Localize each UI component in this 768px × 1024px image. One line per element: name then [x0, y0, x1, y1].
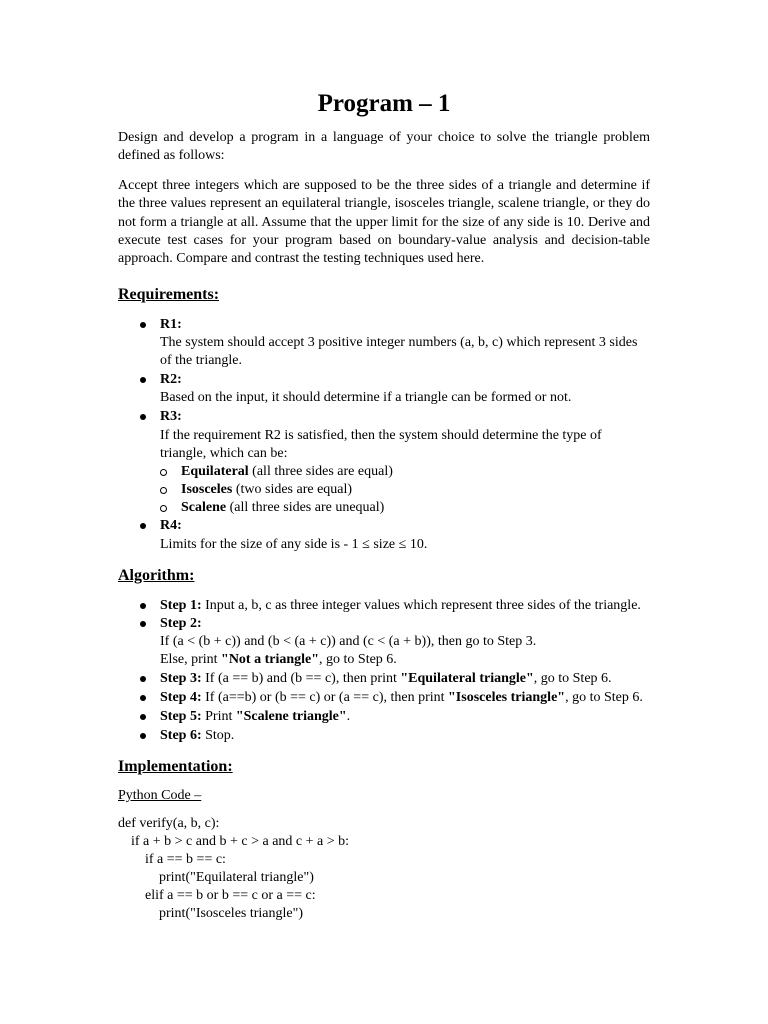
code-line: def verify(a, b, c):: [118, 816, 220, 831]
code-line: elif a == b or b == c or a == c:: [145, 888, 316, 903]
r1-text-line2: of the triangle.: [160, 353, 243, 368]
step-text: Print: [201, 709, 236, 724]
step-text: Input a, b, c as three integer values which represent three sides of the triangle.: [201, 598, 641, 613]
step-text: , go to Step 6.: [533, 671, 612, 686]
step-2-label: Step 2:: [160, 616, 202, 631]
implementation-heading: Implementation:: [118, 758, 233, 775]
r2-label: R2:: [160, 372, 182, 387]
step-text: If (a == b) and (b == c), then print: [201, 671, 401, 686]
type-desc: (all three sides are equal): [248, 464, 393, 479]
step-label: Step 4:: [160, 690, 202, 705]
type-name: Scalene: [181, 500, 227, 515]
step-label: Step 6:: [160, 728, 202, 743]
bullet-icon: [140, 621, 146, 627]
step-2-line1: If (a < (b + c)) and (b < (a + c)) and (c < (a + b)), then go to Step 3.: [160, 634, 537, 649]
bullet-icon: [140, 377, 146, 383]
code-line: print("Isosceles triangle"): [159, 906, 303, 921]
bullet-icon: [140, 714, 146, 720]
triangle-type-scalene: [181, 499, 384, 517]
step-output: "Scalene triangle": [235, 709, 347, 724]
circle-bullet-icon: [160, 487, 167, 494]
type-name: Equilateral: [181, 464, 249, 479]
type-name: Isosceles: [181, 482, 233, 497]
problem-paragraph: Accept three integers which are supposed to be the three sides of a triangle and determine if the three values represent an equilateral triangle, isosceles triangle, scalene triangle, or they do not form a triangle at all. Assume that the upper limit for the size of any side is 10. Derive and execute test cases for your program based on boundary-value analysis and decision-table approach. Compare and contrast the testing techniques used here.: [118, 178, 650, 267]
r1-text-line1: The system should accept 3 positive integer numbers (a, b, c) which represent 3 sides: [160, 335, 638, 350]
bullet-icon: [140, 733, 146, 739]
type-desc: (all three sides are unequal): [226, 500, 385, 515]
step-label: Step 3:: [160, 671, 202, 686]
step-1: [160, 597, 641, 615]
step-text: If (a==b) or (b == c) or (a == c), then print: [201, 690, 449, 705]
bullet-icon: [140, 414, 146, 420]
step-text: .: [346, 709, 351, 724]
code-line: if a == b == c:: [145, 852, 226, 867]
code-line: print("Equilateral triangle"): [159, 870, 314, 885]
algorithm-heading: Algorithm:: [118, 567, 195, 584]
r3-label: R3:: [160, 409, 182, 424]
python-code-subheading: Python Code –: [118, 788, 202, 803]
requirements-heading: Requirements:: [118, 286, 220, 303]
r4-text-line1: Limits for the size of any side is - 1 ≤ size ≤ 10.: [160, 537, 428, 552]
r2-text-line1: Based on the input, it should determine if a triangle can be formed or not.: [160, 390, 572, 405]
step-text: Stop.: [201, 728, 235, 743]
triangle-type-equilateral: [181, 463, 393, 481]
step-label: Step 5:: [160, 709, 202, 724]
code-line: if a + b > c and b + c > a and c + a > b:: [131, 834, 350, 849]
step-2-line2: [160, 651, 397, 669]
bullet-icon: [140, 523, 146, 529]
step-6: [160, 727, 234, 745]
bullet-icon: [140, 603, 146, 609]
step-label: Step 1:: [160, 598, 202, 613]
type-desc: (two sides are equal): [232, 482, 353, 497]
step-text: Else, print: [160, 652, 222, 667]
step-text: , go to Step 6.: [565, 690, 643, 705]
r3-text-line1: If the requirement R2 is satisfied, then the system should determine the type of: [160, 428, 602, 443]
r4-label: R4:: [160, 518, 182, 533]
circle-bullet-icon: [160, 505, 167, 512]
bullet-icon: [140, 322, 146, 328]
intro-paragraph: Design and develop a program in a language of your choice to solve the triangle problem defined as follows:: [118, 130, 650, 164]
bullet-icon: [140, 695, 146, 701]
step-3: [160, 670, 612, 688]
step-4: [160, 689, 643, 707]
triangle-type-isosceles: [181, 481, 352, 499]
step-5: [160, 708, 350, 726]
r1-label: R1:: [160, 317, 182, 332]
circle-bullet-icon: [160, 469, 167, 476]
page-title: Program – 1: [317, 90, 451, 117]
r3-text-line2: triangle, which can be:: [160, 446, 288, 461]
step-text: , go to Step 6.: [319, 652, 397, 667]
step-output: "Equilateral triangle": [400, 671, 534, 686]
step-output: "Isosceles triangle": [448, 690, 566, 705]
bullet-icon: [140, 676, 146, 682]
step-output: "Not a triangle": [221, 652, 320, 667]
